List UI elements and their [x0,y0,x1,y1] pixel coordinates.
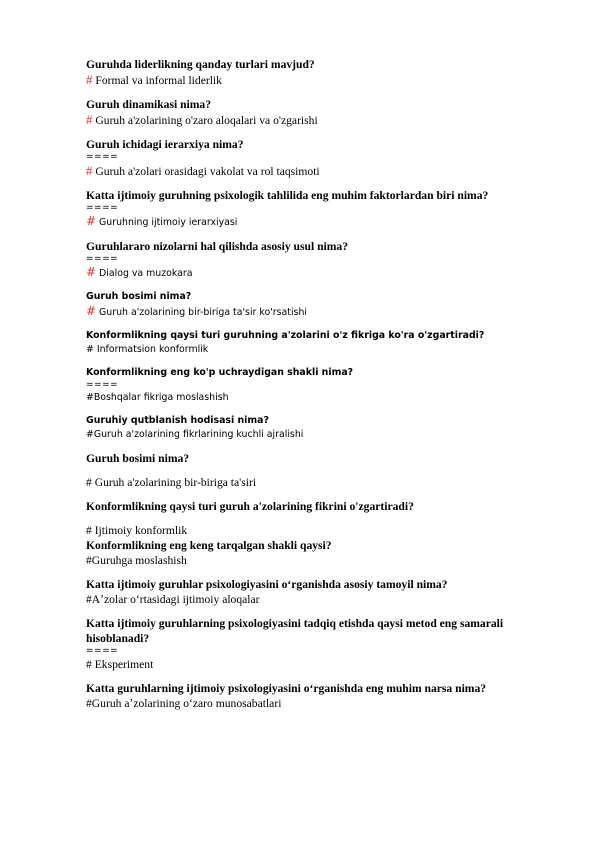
answer-marker: # [86,304,97,318]
separator: ==== [86,646,119,656]
answer-11: # Ijtimoiy konformlik [86,524,188,537]
answer-12: #Guruhga moslashish [86,554,187,567]
answer-marker: # [86,163,93,178]
document-page [86,57,526,711]
question-13: Katta ijtimoiy guruhlar psixologiyasini oʻrganishda asosiy tamoyil nima? [86,578,448,591]
separator: ==== [86,254,119,264]
answer-15: #Guruh aʼzolarining oʻzaro munosabatlari [86,697,282,710]
answer-7: # Informatsion konformlik [86,344,209,355]
question-5: Guruhlararo nizolarni hal qilishda asosiy usul nima? [86,240,349,253]
answer-4 [86,214,526,230]
answer-marker: # [86,265,97,279]
question-9: Guruhiy qutblanish hodisasi nima? [86,415,269,426]
answer-14: # Eksperiment [86,658,154,671]
question-2: Guruh dinamikasi nima? [86,98,211,111]
answer-text: Guruh a'zolarining bir-biriga ta'sir ko'rsatishi [99,307,307,318]
answer-text: Guruhning ijtimoiy ierarxiyasi [99,217,238,228]
answer-8: #Boshqalar fikriga moslashish [86,392,229,403]
answer-5 [86,265,526,281]
question-4: Katta ijtimoiy guruhning psixologik tahlilida eng muhim faktorlardan biri nima? [86,189,489,202]
separator: ==== [86,203,119,213]
question-3: Guruh ichidagi ierarxiya nima? [86,138,244,151]
answer-10: # Guruh a'zolarining bir-biriga ta'siri [86,476,257,489]
answer-13: #Aʼzolar oʻrtasidagi ijtimoiy aloqalar [86,593,260,606]
question-10: Guruh bosimi nima? [86,452,190,465]
answer-text: Guruh a'zolari orasidagi vakolat va rol taqsimoti [95,165,320,178]
question-11: Konformlikning qaysi turi guruh a'zolarining fikrini o'zgartiradi? [86,500,414,513]
separator: ==== [86,380,119,390]
answer-6 [86,304,526,320]
question-12: Konformlikning eng keng tarqalgan shakli qaysi? [86,539,332,552]
separator: ==== [86,152,119,162]
answer-text: Guruh a'zolarining o'zaro aloqalari va o'zgarishi [95,114,318,127]
answer-text: Dialog va muzokara [99,268,193,279]
answer-9: #Guruh a'zolarining fikrlarining kuchli ajralishi [86,429,304,440]
answer-marker: # [86,214,97,228]
answer-3 [86,163,526,179]
answer-marker: # [86,112,93,127]
answer-marker: # [86,72,93,87]
answer-2 [86,112,526,128]
question-14: Katta ijtimoiy guruhlarning psixologiyasini tadqiq etishda qaysi metod eng samarali hisoblanadi? [86,617,504,645]
question-15: Katta guruhlarning ijtimoiy psixologiyasini oʻrganishda eng muhim narsa nima? [86,682,487,695]
question-8: Konformlikning eng ko'p uchraydigan shakli nima? [86,367,354,378]
question-6: Guruh bosimi nima? [86,291,192,302]
question-7: Konformlikning qaysi turi guruhning a'zolarini o'z fikriga ko'ra o'zgartiradi? [86,330,485,341]
answer-text: Formal va informal liderlik [95,74,222,87]
answer-1 [86,72,526,88]
question-1: Guruhda liderlikning qanday turlari mavjud? [86,58,315,71]
